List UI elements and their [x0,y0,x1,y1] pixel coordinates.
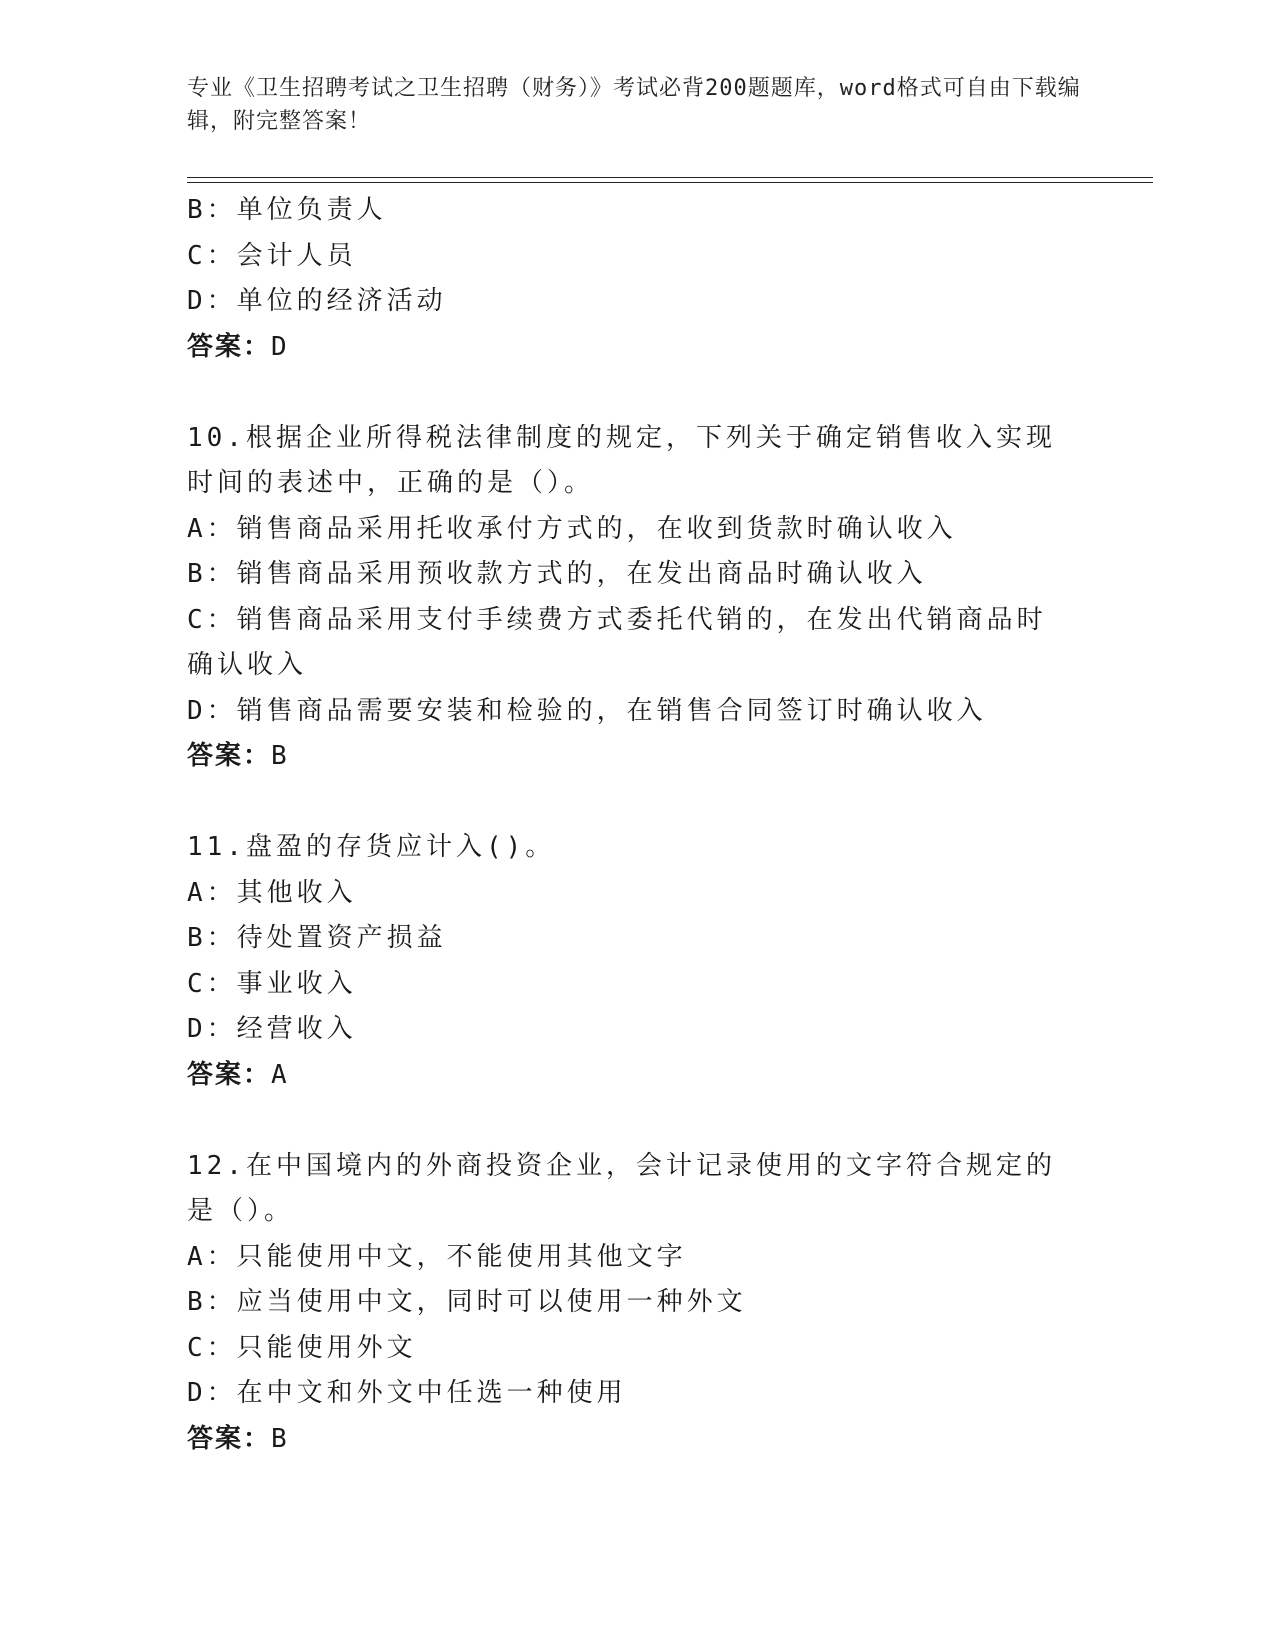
spacer [187,1098,1067,1144]
question-stem: 10.根据企业所得税法律制度的规定，下列关于确定销售收入实现时间的表述中，正确的是（）。 [187,422,1056,498]
option-c: C：会计人员 [187,240,357,271]
question-content [187,188,1067,1462]
option-d: D：单位的经济活动 [187,286,447,316]
option-b: B：待处置资产损益 [187,923,447,953]
answer-label: 答案： [187,741,272,771]
answer-value: A [271,1059,289,1090]
header-rule-bottom [187,182,1153,183]
answer-label: 答案： [187,331,272,362]
question-stem: 12.在中国境内的外商投资企业，会计记录使用的文字符合规定的是（）。 [187,1150,1056,1226]
answer-line [187,325,1067,371]
answer-line [187,1417,1067,1463]
option-c: C：事业收入 [187,968,357,999]
option-a: A：销售商品采用托收承付方式的，在收到货款时确认收入 [187,513,957,544]
option-a: A：只能使用中文，不能使用其他文字 [187,1241,687,1272]
answer-value: B [271,1423,289,1454]
option-a: A：其他收入 [187,877,357,908]
document-header: 专业《卫生招聘考试之卫生招聘（财务）》考试必背200题题库，word格式可自由下载编辑，附完整答案！ [187,76,1081,134]
question-12 [187,1144,1067,1463]
question-11 [187,825,1067,1098]
answer-value: B [271,741,289,771]
answer-line [187,734,1067,780]
question-10 [187,416,1067,780]
question-9-partial [187,188,1067,370]
option-d: D：经营收入 [187,1014,357,1044]
question-stem: 11.盘盈的存货应计入()。 [187,832,556,862]
answer-line [187,1053,1067,1099]
option-d: D：销售商品需要安装和检验的，在销售合同签订时确认收入 [187,695,987,726]
option-b: B：单位负责人 [187,195,387,225]
option-b: B：应当使用中文，同时可以使用一种外文 [187,1287,747,1317]
spacer [187,780,1067,826]
answer-value: D [271,331,289,362]
answer-label: 答案： [187,1059,272,1090]
header-rule-top [187,177,1153,178]
spacer [187,370,1067,416]
option-b: B：销售商品采用预收款方式的，在发出商品时确认收入 [187,559,927,589]
answer-label: 答案： [187,1423,272,1454]
option-d: D：在中文和外文中任选一种使用 [187,1378,627,1408]
option-c: C：只能使用外文 [187,1332,417,1363]
option-c: C：销售商品采用支付手续费方式委托代销的，在发出代销商品时确认收入 [187,604,1047,680]
